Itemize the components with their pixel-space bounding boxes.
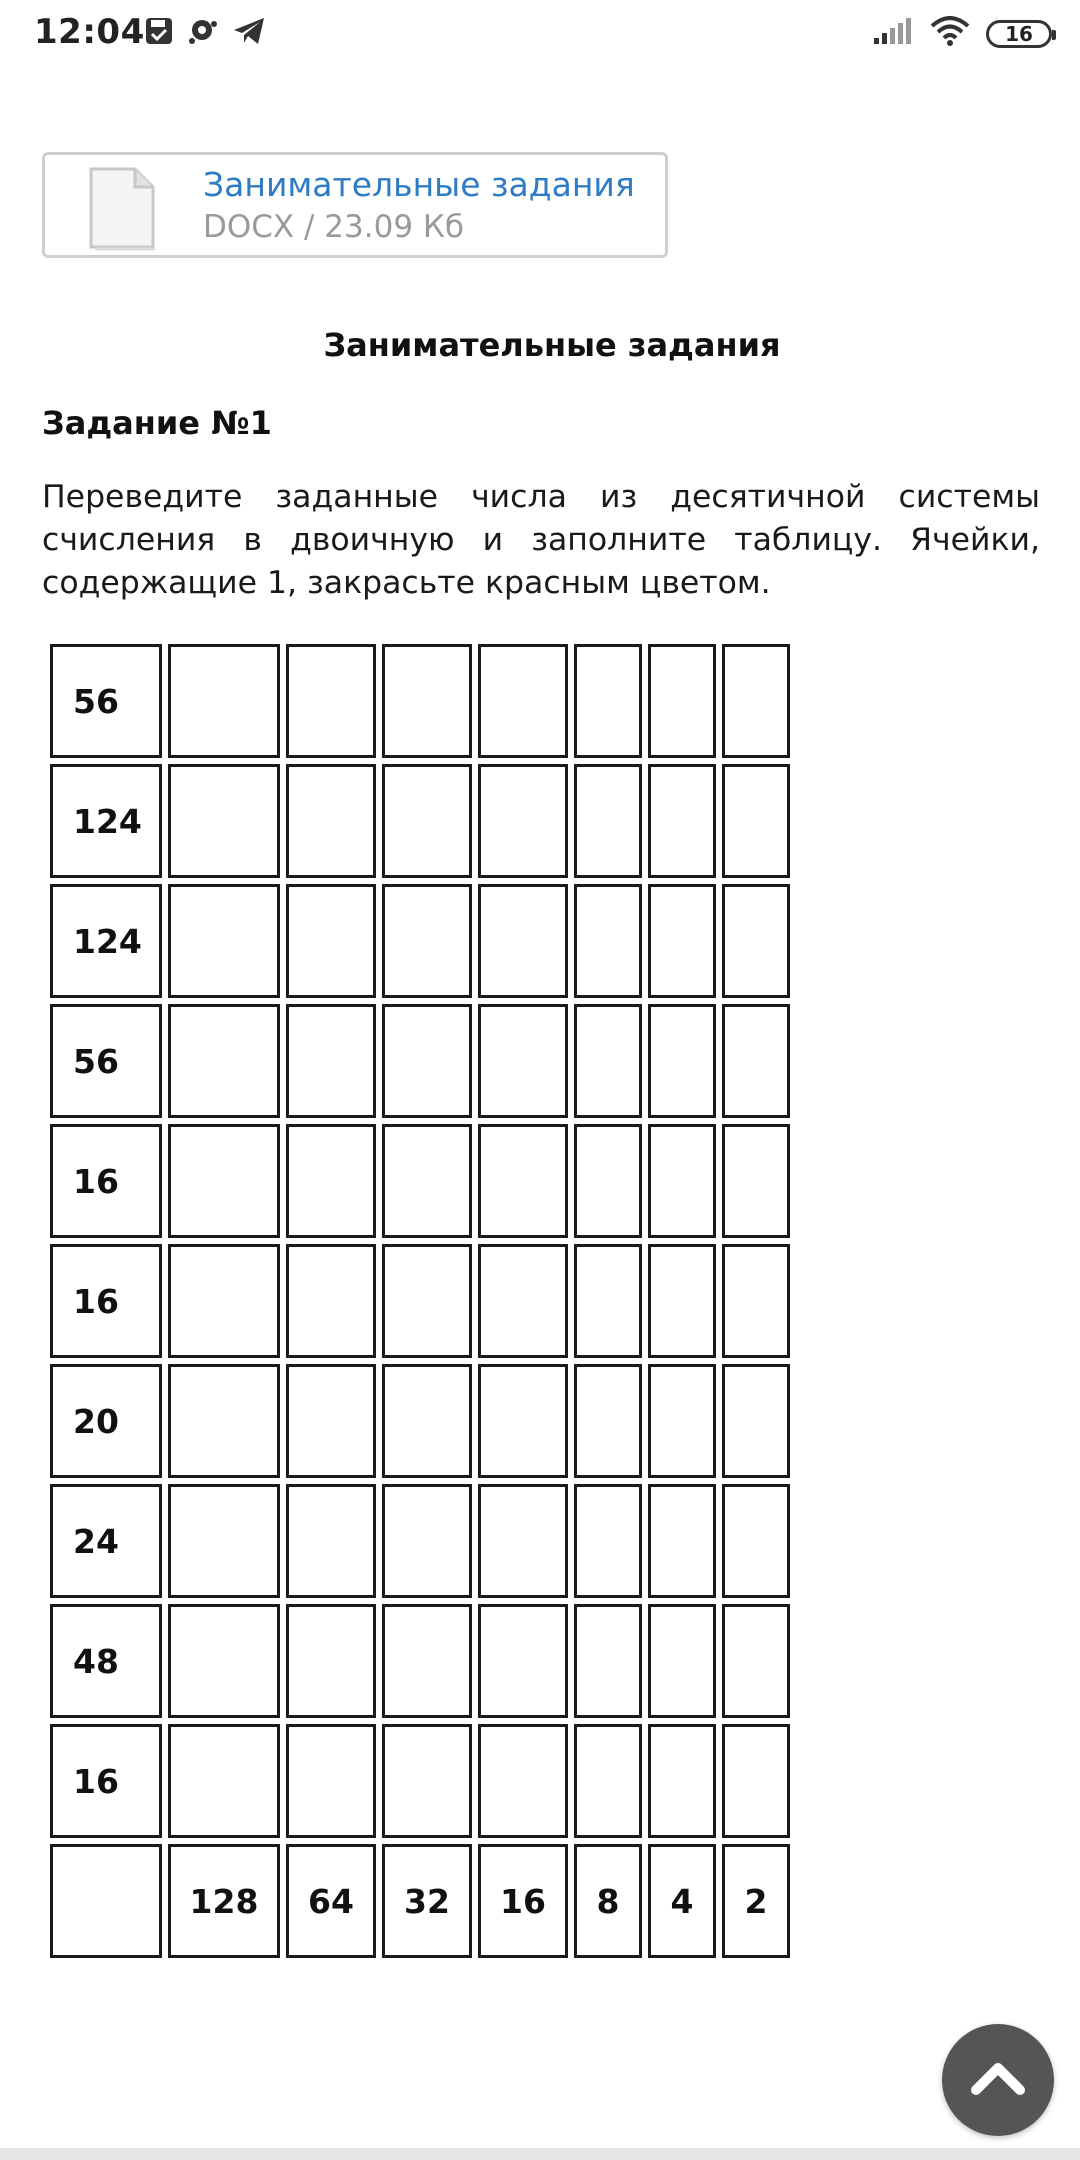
binary-digit-cell[interactable]	[722, 1604, 790, 1718]
decimal-number-cell: 56	[50, 644, 162, 758]
binary-digit-cell[interactable]	[286, 1484, 376, 1598]
binary-digit-cell[interactable]	[286, 644, 376, 758]
binary-digit-cell[interactable]	[722, 1484, 790, 1598]
table-row	[50, 1004, 790, 1118]
binary-digit-cell[interactable]	[382, 1244, 472, 1358]
binary-digit-cell[interactable]	[722, 1124, 790, 1238]
binary-digit-cell[interactable]	[382, 644, 472, 758]
attachment-card[interactable]	[42, 152, 668, 258]
table-row	[50, 1364, 790, 1478]
chevron-up-icon	[968, 2058, 1028, 2103]
binary-digit-cell[interactable]	[648, 1244, 716, 1358]
binary-digit-cell[interactable]	[168, 1244, 280, 1358]
binary-digit-cell[interactable]	[574, 1124, 642, 1238]
bit-weight-cell: 64	[286, 1844, 376, 1958]
table-row	[50, 764, 790, 878]
binary-digit-cell[interactable]	[168, 1484, 280, 1598]
binary-digit-cell[interactable]	[648, 884, 716, 998]
table-row	[50, 1484, 790, 1598]
binary-digit-cell[interactable]	[286, 884, 376, 998]
decimal-number-cell: 16	[50, 1244, 162, 1358]
status-bar	[0, 0, 1080, 66]
attachment-title-link[interactable]: Занимательные задания	[203, 165, 635, 204]
binary-digit-cell[interactable]	[722, 1004, 790, 1118]
binary-digit-cell[interactable]	[478, 884, 568, 998]
decimal-number-cell: 24	[50, 1484, 162, 1598]
bit-weight-cell: 32	[382, 1844, 472, 1958]
binary-digit-cell[interactable]	[648, 644, 716, 758]
binary-digit-cell[interactable]	[286, 1364, 376, 1478]
bit-weight-row	[50, 1844, 790, 1958]
binary-digit-cell[interactable]	[478, 1004, 568, 1118]
binary-digit-cell[interactable]	[382, 1004, 472, 1118]
binary-digit-cell[interactable]	[286, 1724, 376, 1838]
binary-digit-cell[interactable]	[722, 644, 790, 758]
binary-digit-cell[interactable]	[168, 764, 280, 878]
signal-icon	[872, 16, 914, 51]
binary-digit-cell[interactable]	[382, 1604, 472, 1718]
binary-digit-cell[interactable]	[382, 884, 472, 998]
binary-digit-cell[interactable]	[648, 1124, 716, 1238]
decimal-number-cell: 124	[50, 764, 162, 878]
status-icons-right	[872, 16, 1052, 51]
document-heading: Занимательные задания	[323, 326, 781, 364]
battery-icon: 16	[986, 20, 1052, 48]
decimal-number-cell: 124	[50, 884, 162, 998]
telegram-icon	[232, 16, 266, 51]
binary-digit-cell[interactable]	[722, 884, 790, 998]
table-row	[50, 1124, 790, 1238]
binary-digit-cell[interactable]	[168, 1124, 280, 1238]
decimal-number-cell: 56	[50, 1004, 162, 1118]
binary-digit-cell[interactable]	[574, 1364, 642, 1478]
binary-digit-cell[interactable]	[478, 1604, 568, 1718]
save-check-icon	[144, 16, 174, 51]
binary-digit-cell[interactable]	[722, 1724, 790, 1838]
binary-digit-cell[interactable]	[574, 884, 642, 998]
binary-digit-cell[interactable]	[648, 1004, 716, 1118]
bit-weight-cell: 2	[722, 1844, 790, 1958]
binary-digit-cell[interactable]	[382, 764, 472, 878]
binary-digit-cell[interactable]	[574, 644, 642, 758]
binary-digit-cell[interactable]	[574, 1004, 642, 1118]
decimal-number-cell: 20	[50, 1364, 162, 1478]
binary-digit-cell[interactable]	[648, 1604, 716, 1718]
binary-digit-cell[interactable]	[648, 764, 716, 878]
binary-digit-cell[interactable]	[722, 764, 790, 878]
binary-digit-cell[interactable]	[722, 1364, 790, 1478]
binary-digit-cell[interactable]	[168, 1604, 280, 1718]
binary-digit-cell[interactable]	[478, 1724, 568, 1838]
wifi-icon	[930, 16, 970, 51]
binary-digit-cell[interactable]	[574, 764, 642, 878]
binary-digit-cell[interactable]	[168, 1724, 280, 1838]
table-row	[50, 884, 790, 998]
binary-digit-cell[interactable]	[382, 1724, 472, 1838]
binary-digit-cell[interactable]	[478, 1124, 568, 1238]
notification-dot-icon	[188, 16, 218, 51]
binary-digit-cell[interactable]	[574, 1244, 642, 1358]
binary-digit-cell[interactable]	[478, 1244, 568, 1358]
table-row	[50, 1244, 790, 1358]
bit-weight-cell: 128	[168, 1844, 280, 1958]
binary-digit-cell[interactable]	[478, 644, 568, 758]
decimal-number-cell: 16	[50, 1124, 162, 1238]
binary-digit-cell[interactable]	[478, 1484, 568, 1598]
binary-digit-cell[interactable]	[286, 1244, 376, 1358]
binary-digit-cell[interactable]	[648, 1364, 716, 1478]
document-icon	[83, 165, 161, 256]
binary-table	[44, 638, 796, 1964]
task-text: Переведите заданные числа из десятичной системы счисления в двоичную и заполните таблицу. Ячейки, содержащие 1, закрасьте красным цветом.	[42, 479, 1040, 601]
binary-digit-cell[interactable]	[574, 1484, 642, 1598]
decimal-number-cell: 48	[50, 1604, 162, 1718]
bit-weight-cell: 4	[648, 1844, 716, 1958]
corner-cell	[50, 1844, 162, 1958]
table-body	[50, 644, 790, 1958]
binary-digit-cell[interactable]	[478, 1364, 568, 1478]
attachment-meta: DOCX / 23.09 Кб	[203, 209, 465, 245]
table-row	[50, 1724, 790, 1838]
decimal-number-cell: 16	[50, 1724, 162, 1838]
binary-digit-cell[interactable]	[168, 1004, 280, 1118]
binary-digit-cell[interactable]	[168, 644, 280, 758]
binary-digit-cell[interactable]	[722, 1244, 790, 1358]
binary-digit-cell[interactable]	[382, 1364, 472, 1478]
binary-digit-cell[interactable]	[168, 884, 280, 998]
binary-digit-cell[interactable]	[168, 1364, 280, 1478]
binary-digit-cell[interactable]	[648, 1484, 716, 1598]
task-title: Задание №1	[42, 404, 272, 442]
bit-weight-cell: 8	[574, 1844, 642, 1958]
binary-digit-cell[interactable]	[478, 764, 568, 878]
status-icons-left	[144, 16, 266, 51]
binary-digit-cell[interactable]	[574, 1604, 642, 1718]
binary-digit-cell[interactable]	[286, 1004, 376, 1118]
scroll-to-top-button[interactable]	[942, 2024, 1054, 2136]
binary-digit-cell[interactable]	[574, 1724, 642, 1838]
binary-digit-cell[interactable]	[286, 1604, 376, 1718]
table-row	[50, 1604, 790, 1718]
bit-weight-cell: 16	[478, 1844, 568, 1958]
bottom-divider	[0, 2148, 1080, 2160]
binary-digit-cell[interactable]	[382, 1124, 472, 1238]
binary-digit-cell[interactable]	[648, 1724, 716, 1838]
status-time: 12:04	[34, 12, 145, 52]
binary-digit-cell[interactable]	[382, 1484, 472, 1598]
binary-digit-cell[interactable]	[286, 1124, 376, 1238]
binary-digit-cell[interactable]	[286, 764, 376, 878]
table-row	[50, 644, 790, 758]
